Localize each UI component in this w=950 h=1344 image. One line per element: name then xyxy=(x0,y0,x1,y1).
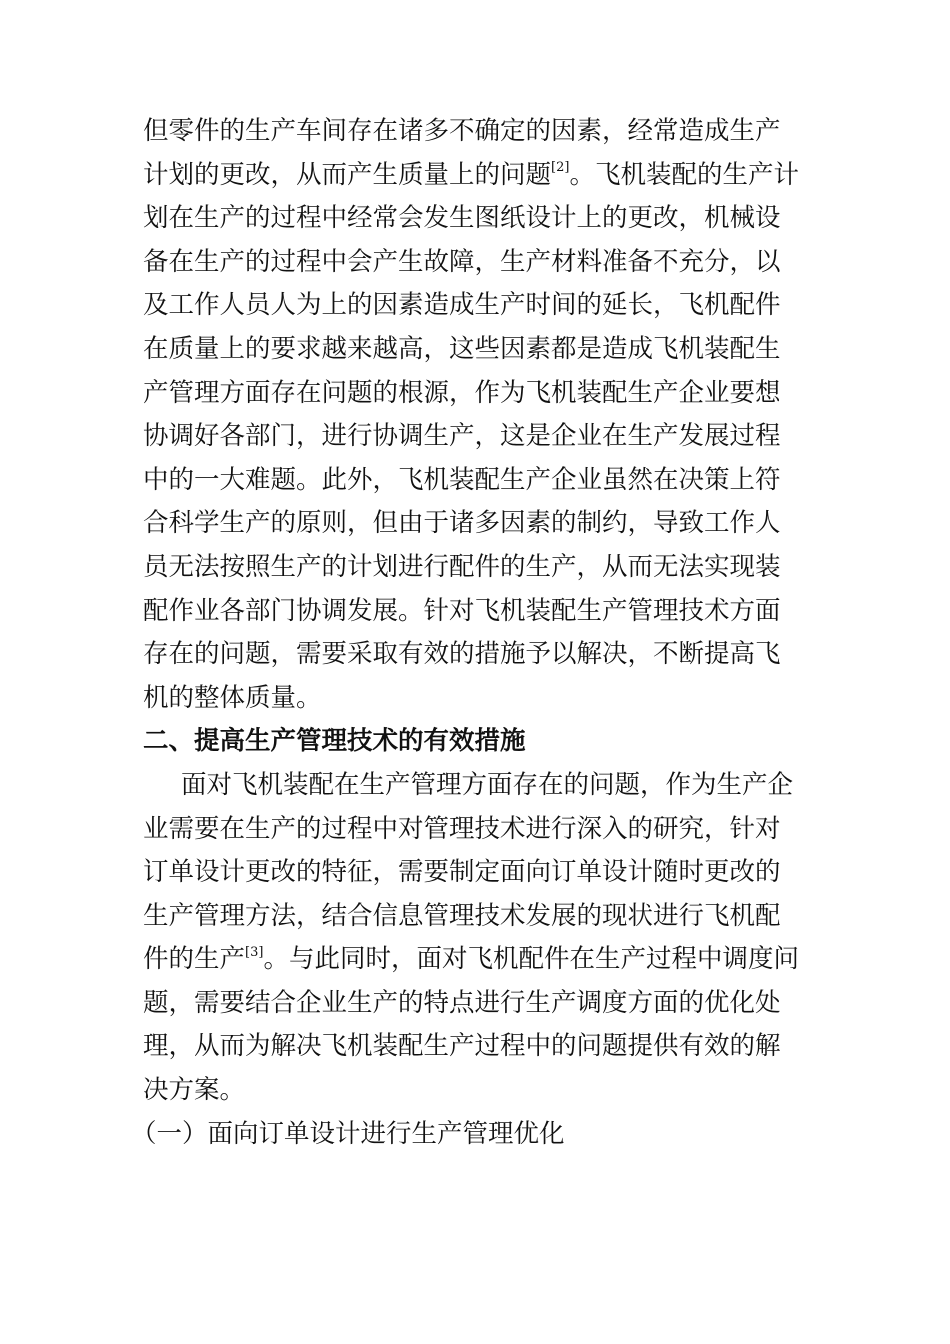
paragraph-line xyxy=(143,154,808,198)
text-run: 件的生产 xyxy=(143,944,246,975)
text-run: 。与此同时，面对飞机配件在生产过程中调度问 xyxy=(263,944,799,975)
document-page xyxy=(131,110,808,1156)
paragraph-line: 订单设计更改的特征，需要制定面向订单设计随时更改的 xyxy=(143,857,781,888)
paragraph-line: 面对飞机装配在生产管理方面存在的问题，作为生产企 xyxy=(181,769,794,800)
citation-ref: [3] xyxy=(245,944,264,960)
paragraph-line: 存在的问题，需要采取有效的措施予以解决，不断提高飞 xyxy=(143,639,781,670)
paragraph-line: 员无法按照生产的计划进行配件的生产，从而无法实现装 xyxy=(143,551,781,582)
paragraph-line: 理，从而为解决飞机装配生产过程中的问题提供有效的解 xyxy=(143,1031,781,1062)
text-run: 计划的更改，从而产生质量上的问题 xyxy=(143,159,552,190)
section-heading: 二、提高生产管理技术的有效措施 xyxy=(143,726,526,757)
paragraph-line: 但零件的生产车间存在诸多不确定的因素，经常造成生产 xyxy=(143,116,781,146)
paragraph-line: 及工作人员人为上的因素造成生产时间的延长，飞机配件 xyxy=(143,290,781,321)
paragraph-line: 在质量上的要求越来越高，这些因素都是造成飞机装配生 xyxy=(143,333,781,364)
paragraph-line: 协调好各部门，进行协调生产，这是企业在生产发展过程 xyxy=(143,421,781,452)
paragraph-line: 题，需要结合企业生产的特点进行生产调度方面的优化处 xyxy=(143,987,781,1018)
paragraph-line: 业需要在生产的过程中对管理技术进行深入的研究，针对 xyxy=(143,813,781,844)
paragraph-line: 生产管理方法，结合信息管理技术发展的现状进行飞机配 xyxy=(143,900,781,931)
paragraph-line: 备在生产的过程中会产生故障，生产材料准备不充分，以 xyxy=(143,246,781,277)
citation-ref: [2] xyxy=(551,160,570,176)
paragraph-line: 合科学生产的原则，但由于诸多因素的制约，导致工作人 xyxy=(143,508,781,539)
paragraph-line: 中的一大难题。此外，飞机装配生产企业虽然在决策上符 xyxy=(143,464,781,495)
subsection-heading: （一）面向订单设计进行生产管理优化 xyxy=(131,1118,565,1149)
text-run: 。飞机装配的生产计 xyxy=(569,159,799,190)
paragraph-line: 产管理方面存在问题的根源，作为飞机装配生产企业要想 xyxy=(143,377,781,408)
paragraph-line: 决方案。 xyxy=(143,1075,246,1106)
paragraph-line: 机的整体质量。 xyxy=(143,682,322,713)
paragraph-line xyxy=(143,938,808,982)
paragraph-line: 划在生产的过程中经常会发生图纸设计上的更改，机械设 xyxy=(143,203,781,234)
paragraph-line: 配作业各部门协调发展。针对飞机装配生产管理技术方面 xyxy=(143,595,781,626)
